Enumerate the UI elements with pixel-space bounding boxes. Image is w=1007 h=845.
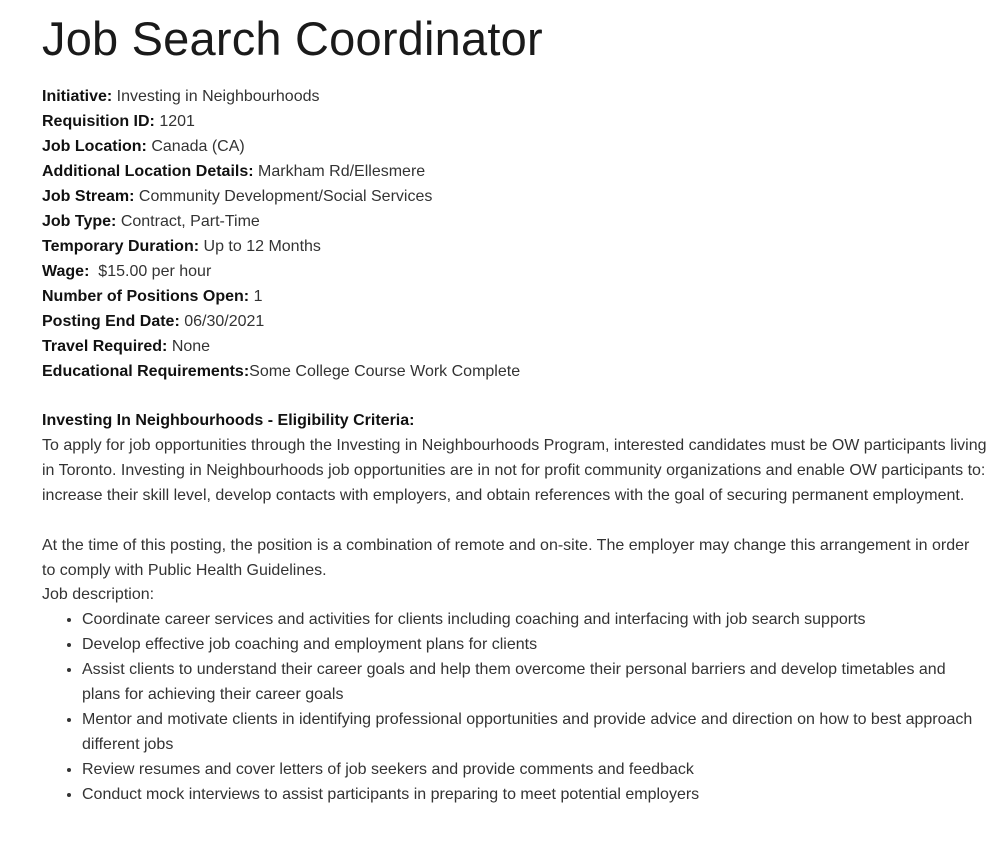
detail-job-location — [42, 134, 987, 159]
detail-value: Investing in Neighbourhoods — [112, 88, 320, 105]
detail-label: Initiative: — [42, 88, 113, 105]
eligibility-heading: Investing In Neighbourhoods - Eligibility Criteria: — [42, 412, 415, 429]
detail-label: Posting End Date: — [42, 313, 180, 330]
detail-value: Up to 12 Months — [199, 238, 321, 255]
job-posting — [42, 0, 987, 807]
detail-label: Travel Required: — [42, 338, 168, 355]
list-item: • Conduct mock interviews to assist participants in preparing to meet potential employers — [82, 782, 987, 807]
detail-temporary-duration — [42, 234, 987, 259]
detail-educational-requirements — [42, 359, 987, 384]
detail-label: Additional Location Details: — [42, 163, 254, 180]
detail-label: Job Location: — [42, 138, 147, 155]
detail-positions-open — [42, 284, 987, 309]
detail-travel-required — [42, 334, 987, 359]
list-item: • Coordinate career services and activities for clients including coaching and interfacing with job search supports — [82, 607, 987, 632]
arrangement-text: At the time of this posting, the position is a combination of remote and on-site. The employer may change this arrangement in order to comply with Public Health Guidelines. — [42, 537, 970, 579]
detail-posting-end-date — [42, 309, 987, 334]
eligibility-text: To apply for job opportunities through the Investing in Neighbourhoods Program, interested candidates must be OW participants living in Toronto. Investing in Neighbourhoods job opportunities are in not for profit community organizations and enable OW participants to: increase their skill level, develop contacts with employers, and obtain references with the goal of securing permanent employment. — [42, 437, 987, 504]
detail-value: None — [167, 338, 211, 355]
spacer — [42, 508, 987, 533]
detail-job-type — [42, 209, 987, 234]
detail-value: 1201 — [154, 113, 195, 130]
detail-value: Contract, Part-Time — [116, 213, 260, 230]
detail-value: Markham Rd/Ellesmere — [253, 163, 426, 180]
detail-label: Number of Positions Open: — [42, 288, 250, 305]
job-details-list — [42, 84, 987, 384]
detail-wage — [42, 259, 987, 284]
page-title: Job Search Coordinator — [42, 12, 543, 65]
detail-label: Educational Requirements: — [42, 363, 250, 380]
job-description-list — [42, 607, 987, 807]
detail-value: Community Development/Social Services — [134, 188, 433, 205]
detail-label: Job Stream: — [42, 188, 135, 205]
spacer — [42, 384, 987, 409]
list-item: • Assist clients to understand their career goals and help them overcome their personal barriers and develop timetables and plans for achieving their career goals — [82, 657, 987, 707]
detail-additional-location — [42, 159, 987, 184]
detail-job-stream — [42, 184, 987, 209]
detail-label: Requisition ID: — [42, 113, 155, 130]
detail-initiative — [42, 84, 987, 109]
list-item: • Mentor and motivate clients in identifying professional opportunities and provide advice and direction on how to best approach different jobs — [82, 707, 987, 757]
detail-value: 1 — [249, 288, 263, 305]
detail-value: Some College Course Work Complete — [249, 363, 521, 380]
detail-label: Job Type: — [42, 213, 117, 230]
detail-value: Canada (CA) — [146, 138, 245, 155]
list-item: • Review resumes and cover letters of job seekers and provide comments and feedback — [82, 757, 987, 782]
detail-requisition-id — [42, 109, 987, 134]
job-description-label: Job description: — [42, 586, 155, 603]
detail-value: 06/30/2021 — [179, 313, 265, 330]
detail-label: Temporary Duration: — [42, 238, 200, 255]
detail-label: Wage: — [42, 263, 90, 280]
list-item: • Develop effective job coaching and employment plans for clients — [82, 632, 987, 657]
detail-value: $15.00 per hour — [89, 263, 212, 280]
